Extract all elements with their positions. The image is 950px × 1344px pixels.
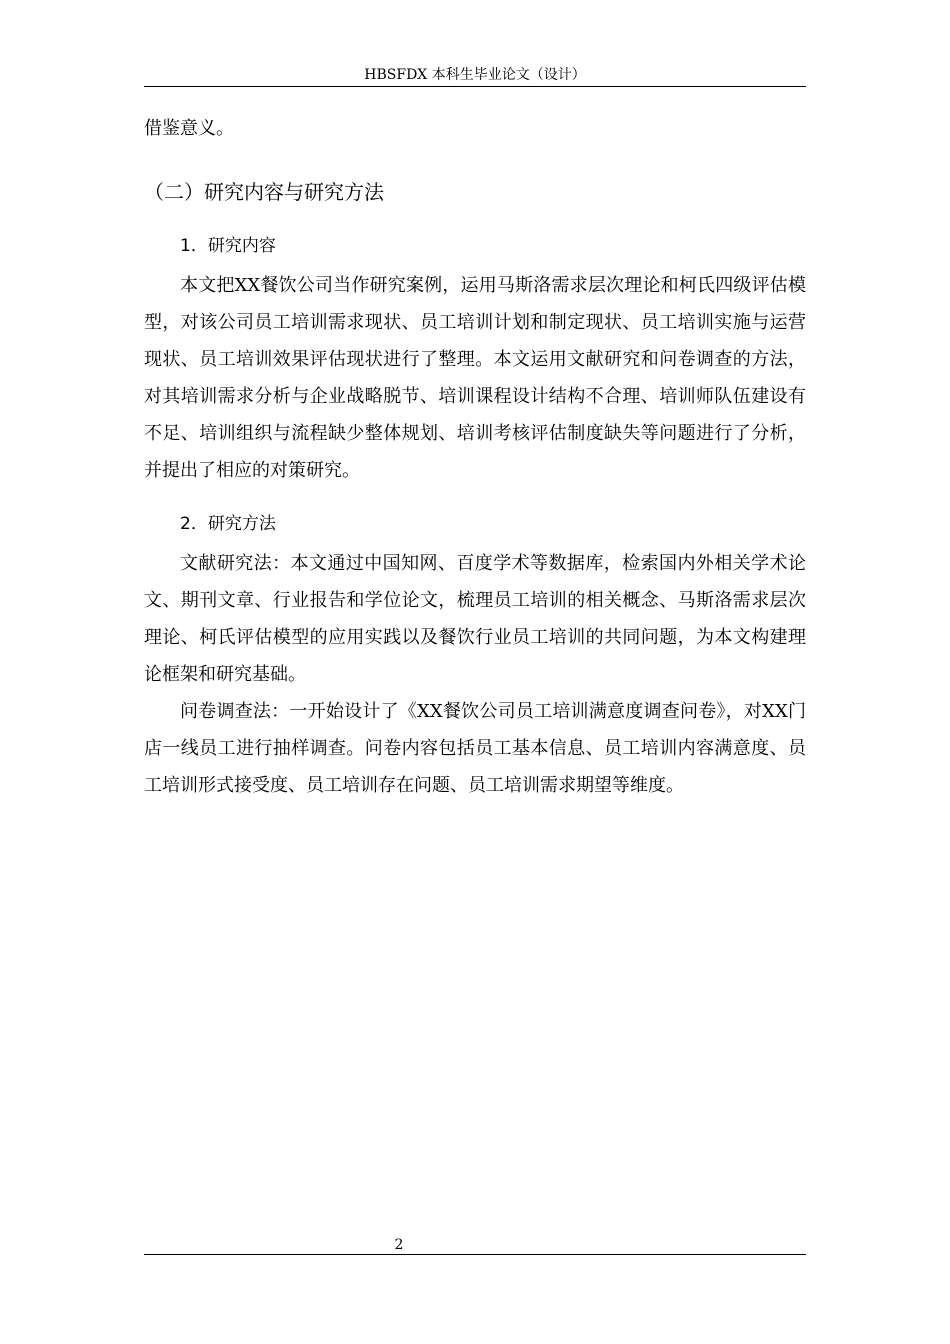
section-heading: （二）研究内容与研究方法 xyxy=(144,180,384,204)
page-number: 2 xyxy=(394,1237,404,1253)
footer-divider xyxy=(144,1254,806,1255)
subsection-heading-research-content: 1．研究内容 xyxy=(180,236,276,256)
research-content-paragraph: 本文把XX餐饮公司当作研究案例，运用马斯洛需求层次理论和柯氏四级评估模型，对该公司员工培训需求现状、员工培训计划和制定现状、员工培训实施与运营现状、员工培训效果评估现状进行了整理。本文运用文献研究和问卷调查的方法，对其培训需求分析与企业战略脱节、培训课程设计结构不合理、培训师队伍建设有不足、培训组织与流程缺少整体规划、培训考核评估制度缺失等问题进行了分析，并提出了相应的对策研究。 xyxy=(144,275,806,481)
subsection-heading-research-method: 2．研究方法 xyxy=(180,514,276,534)
literature-method-paragraph: 文献研究法：本文通过中国知网、百度学术等数据库，检索国内外相关学术论文、期刊文章、行业报告和学位论文，梳理员工培训的相关概念、马斯洛需求层次理论、柯氏评估模型的应用实践以及餐饮行业员工培训的共同问题，为本文构建理论框架和研究基础。 xyxy=(144,553,806,685)
page-content xyxy=(144,110,806,804)
continuation-paragraph: 借鉴意义。 xyxy=(144,118,234,139)
page-header-title: HBSFDX 本科生毕业论文（设计） xyxy=(364,67,586,83)
header-divider xyxy=(144,86,806,87)
survey-method-paragraph: 问卷调查法：一开始设计了《XX餐饮公司员工培训满意度调查问卷》，对XX门店一线员工进行抽样调查。问卷内容包括员工基本信息、员工培训内容满意度、员工培训形式接受度、员工培训存在问题、员工培训需求期望等维度。 xyxy=(144,701,806,796)
